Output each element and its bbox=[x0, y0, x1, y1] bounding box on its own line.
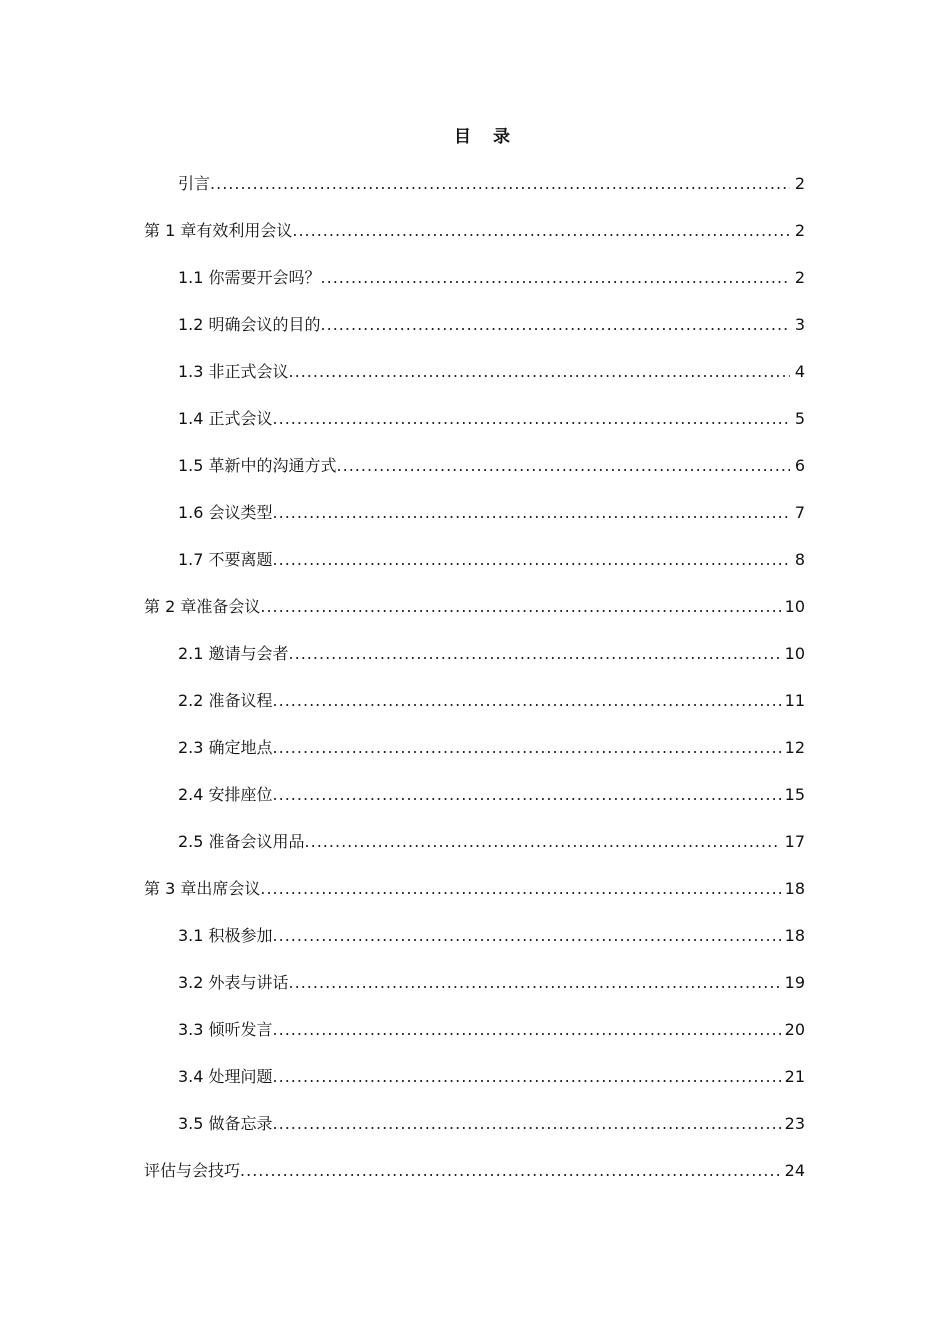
toc-entry[interactable] bbox=[0, 360, 950, 407]
toc-entry-page: 6 bbox=[794, 454, 805, 478]
toc-title: 目录 bbox=[454, 127, 532, 147]
toc-entry-label: 第 3 章出席会议 bbox=[144, 877, 260, 901]
toc-entry-label: 2.3 确定地点 bbox=[178, 736, 273, 760]
toc-dot-leader bbox=[260, 877, 781, 901]
toc-entry-page: 19 bbox=[784, 971, 805, 995]
toc-entry[interactable] bbox=[0, 689, 950, 736]
toc-entry-label: 1.4 正式会议 bbox=[178, 407, 273, 431]
toc-dot-leader bbox=[273, 548, 790, 572]
toc-entry-label: 1.1 你需要开会吗？ bbox=[178, 266, 321, 290]
toc-entry-label: 1.7 不要离题 bbox=[178, 548, 273, 572]
toc-entry-label: 1.5 革新中的沟通方式 bbox=[178, 454, 337, 478]
toc-entry[interactable] bbox=[0, 407, 950, 454]
toc-entry-page: 23 bbox=[784, 1112, 805, 1136]
toc-entry-page: 11 bbox=[784, 689, 805, 713]
toc-entry-page: 12 bbox=[784, 736, 805, 760]
toc-entry-page: 7 bbox=[794, 501, 805, 525]
toc-entry[interactable] bbox=[0, 1112, 950, 1159]
toc-entry[interactable] bbox=[0, 595, 950, 642]
toc-dot-leader bbox=[273, 1065, 781, 1089]
toc-dot-leader bbox=[273, 736, 781, 760]
toc-entry-label: 3.5 做备忘录 bbox=[178, 1112, 273, 1136]
toc-entry-page: 4 bbox=[794, 360, 805, 384]
toc-dot-leader bbox=[273, 1112, 781, 1136]
toc-entry-label: 1.3 非正式会议 bbox=[178, 360, 289, 384]
toc-entry-page: 5 bbox=[794, 407, 805, 431]
toc-dot-leader bbox=[337, 454, 790, 478]
toc-entry-label: 2.1 邀请与会者 bbox=[178, 642, 289, 666]
toc-entry-page: 10 bbox=[784, 595, 805, 619]
toc-entry[interactable] bbox=[0, 219, 950, 266]
toc-list bbox=[0, 172, 950, 1206]
toc-entry[interactable] bbox=[0, 548, 950, 595]
toc-entry-page: 15 bbox=[784, 783, 805, 807]
toc-entry-page: 17 bbox=[784, 830, 805, 854]
toc-entry[interactable] bbox=[0, 172, 950, 219]
toc-entry[interactable] bbox=[0, 266, 950, 313]
toc-dot-leader bbox=[273, 689, 781, 713]
toc-entry[interactable] bbox=[0, 454, 950, 501]
toc-dot-leader bbox=[289, 360, 790, 384]
toc-dot-leader bbox=[210, 172, 790, 196]
toc-entry[interactable] bbox=[0, 736, 950, 783]
toc-entry-page: 2 bbox=[794, 172, 805, 196]
toc-entry-page: 20 bbox=[784, 1018, 805, 1042]
toc-entry[interactable] bbox=[0, 501, 950, 548]
toc-entry-page: 21 bbox=[784, 1065, 805, 1089]
toc-entry-label: 1.6 会议类型 bbox=[178, 501, 273, 525]
toc-entry-page: 3 bbox=[794, 313, 805, 337]
toc-dot-leader bbox=[292, 219, 790, 243]
toc-dot-leader bbox=[240, 1159, 781, 1183]
toc-entry[interactable] bbox=[0, 313, 950, 360]
toc-entry[interactable] bbox=[0, 1159, 950, 1206]
toc-dot-leader bbox=[273, 783, 781, 807]
toc-dot-leader bbox=[260, 595, 781, 619]
toc-entry[interactable] bbox=[0, 971, 950, 1018]
toc-dot-leader bbox=[273, 407, 790, 431]
toc-dot-leader bbox=[321, 313, 790, 337]
toc-entry-page: 2 bbox=[794, 266, 805, 290]
toc-entry-page: 2 bbox=[794, 219, 805, 243]
toc-entry-label: 第 1 章有效利用会议 bbox=[144, 219, 292, 243]
toc-entry[interactable] bbox=[0, 642, 950, 689]
toc-entry[interactable] bbox=[0, 783, 950, 830]
toc-entry-label: 2.2 准备议程 bbox=[178, 689, 273, 713]
toc-entry-label: 3.4 处理问题 bbox=[178, 1065, 273, 1089]
toc-dot-leader bbox=[321, 266, 790, 290]
toc-entry-label: 3.3 倾听发言 bbox=[178, 1018, 273, 1042]
toc-entry-page: 18 bbox=[784, 877, 805, 901]
toc-entry-label: 引言 bbox=[178, 172, 210, 196]
toc-entry-label: 3.2 外表与讲话 bbox=[178, 971, 289, 995]
toc-entry[interactable] bbox=[0, 830, 950, 877]
toc-entry-label: 3.1 积极参加 bbox=[178, 924, 273, 948]
toc-entry[interactable] bbox=[0, 1018, 950, 1065]
toc-dot-leader bbox=[273, 1018, 781, 1042]
toc-entry-page: 24 bbox=[784, 1159, 805, 1183]
toc-entry-page: 10 bbox=[784, 642, 805, 666]
toc-entry-label: 2.4 安排座位 bbox=[178, 783, 273, 807]
toc-entry-label: 1.2 明确会议的目的 bbox=[178, 313, 321, 337]
toc-entry[interactable] bbox=[0, 1065, 950, 1112]
toc-entry-label: 2.5 准备会议用品 bbox=[178, 830, 305, 854]
toc-dot-leader bbox=[289, 642, 781, 666]
toc-entry-page: 8 bbox=[794, 548, 805, 572]
toc-dot-leader bbox=[289, 971, 781, 995]
toc-dot-leader bbox=[305, 830, 781, 854]
toc-entry-label: 第 2 章准备会议 bbox=[144, 595, 260, 619]
toc-entry-label: 评估与会技巧 bbox=[144, 1159, 240, 1183]
toc-entry[interactable] bbox=[0, 924, 950, 971]
toc-dot-leader bbox=[273, 924, 781, 948]
toc-entry-page: 18 bbox=[784, 924, 805, 948]
toc-entry[interactable] bbox=[0, 877, 950, 924]
toc-dot-leader bbox=[273, 501, 790, 525]
